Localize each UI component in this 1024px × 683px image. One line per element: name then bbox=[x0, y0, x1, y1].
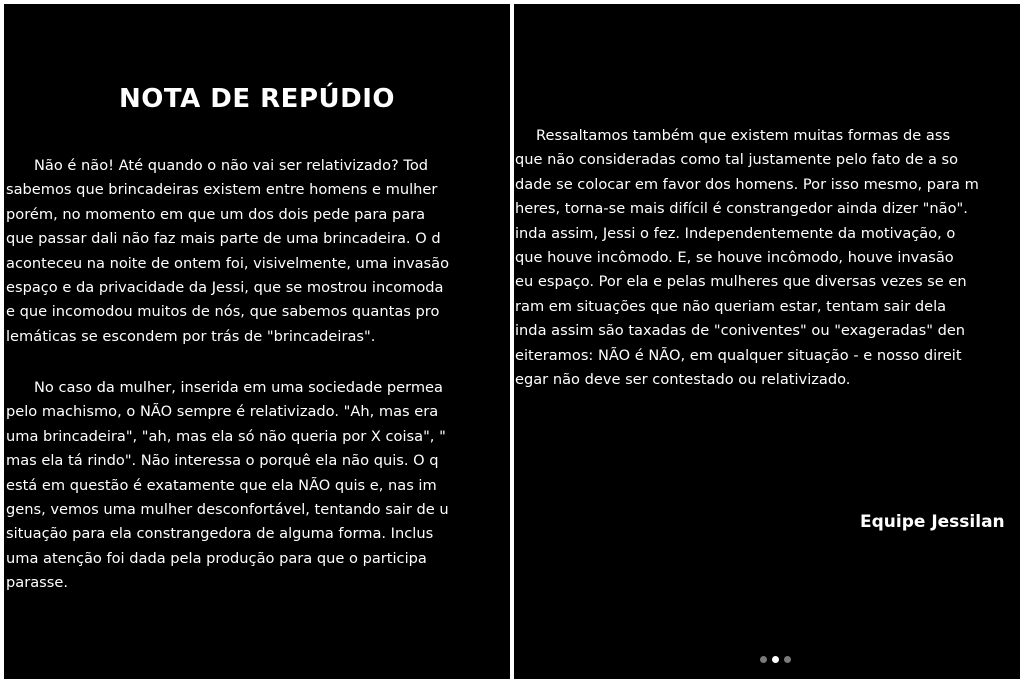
text-line: está em questão é exatamente que ela NÃO quis e, nas im bbox=[6, 476, 437, 494]
text-line: egar não deve ser contestado ou relativizado. bbox=[515, 371, 851, 388]
text-line: inda assim são taxadas de "coniventes" ou "exageradas" den bbox=[515, 322, 966, 340]
text-line: dade se colocar em favor dos homens. Por isso mesmo, para m bbox=[515, 175, 979, 193]
text-line: Não é não! Até quando o não vai ser relativizado? Tod bbox=[34, 157, 429, 174]
slide-left bbox=[4, 4, 510, 679]
note-title: NOTA DE REPÚDIO bbox=[119, 84, 395, 114]
slide-right bbox=[514, 4, 1020, 679]
text-line: uma brincadeira", "ah, mas ela só não queria por X coisa", " bbox=[6, 427, 446, 445]
text-line: eiteramos: NÃO é NÃO, em qualquer situação - e nosso direit bbox=[515, 346, 962, 364]
text-line: gens, vemos uma mulher desconfortável, tentando sair de u bbox=[6, 501, 449, 518]
text-line: mas ela tá rindo". Não interessa o porquê ela não quis. O q bbox=[6, 452, 439, 470]
text-line: porém, no momento em que um dos dois pede para para bbox=[6, 205, 426, 223]
text-line: situação para ela constrangedora de alguma forma. Inclus bbox=[6, 525, 434, 543]
text-line: Ressaltamos também que existem muitas formas de ass bbox=[536, 127, 951, 144]
text-line: sabemos que brincadeiras existem entre homens e mulher bbox=[6, 181, 438, 199]
text-line: inda assim, Jessi o fez. Independentemente da motivação, o bbox=[515, 224, 956, 242]
text-line: e que incomodou muitos de nós, que sabemos quantas pro bbox=[6, 303, 440, 321]
text-line: que não consideradas como tal justamente pelo fato de a so bbox=[515, 151, 959, 169]
text-line: pelo machismo, o NÃO sempre é relativizado. "Ah, mas era bbox=[6, 403, 439, 421]
text-line: ram em situações que não queriam estar, tentam sair dela bbox=[515, 297, 947, 315]
carousel-dot[interactable] bbox=[784, 656, 791, 663]
text-line: aconteceu na noite de ontem foi, visivelmente, uma invasão bbox=[6, 254, 450, 272]
text-line: eu espaço. Por ela e pelas mulheres que diversas vezes se en bbox=[515, 273, 967, 291]
signature: Equipe Jessilan bbox=[860, 512, 1005, 532]
carousel-dot[interactable] bbox=[760, 656, 767, 663]
text-line: parasse. bbox=[6, 574, 68, 592]
text-line: que houve incômodo. E, se houve incômodo, houve invasão bbox=[515, 249, 954, 266]
text-line: heres, torna-se mais difícil é constrangedor ainda dizer "não". bbox=[515, 200, 968, 218]
carousel-indicator bbox=[760, 656, 791, 663]
text-line: No caso da mulher, inserida em uma sociedade permea bbox=[34, 379, 443, 396]
text-line: que passar dali não faz mais parte de uma brincadeira. O d bbox=[6, 230, 441, 248]
text-line: uma atenção foi dada pela produção para que o participa bbox=[6, 549, 427, 567]
text-line: espaço e da privacidade da Jessi, que se mostrou incomoda bbox=[6, 279, 444, 296]
carousel-dot[interactable] bbox=[772, 656, 779, 663]
text-line: lemáticas se escondem por trás de "brincadeiras". bbox=[6, 327, 376, 345]
